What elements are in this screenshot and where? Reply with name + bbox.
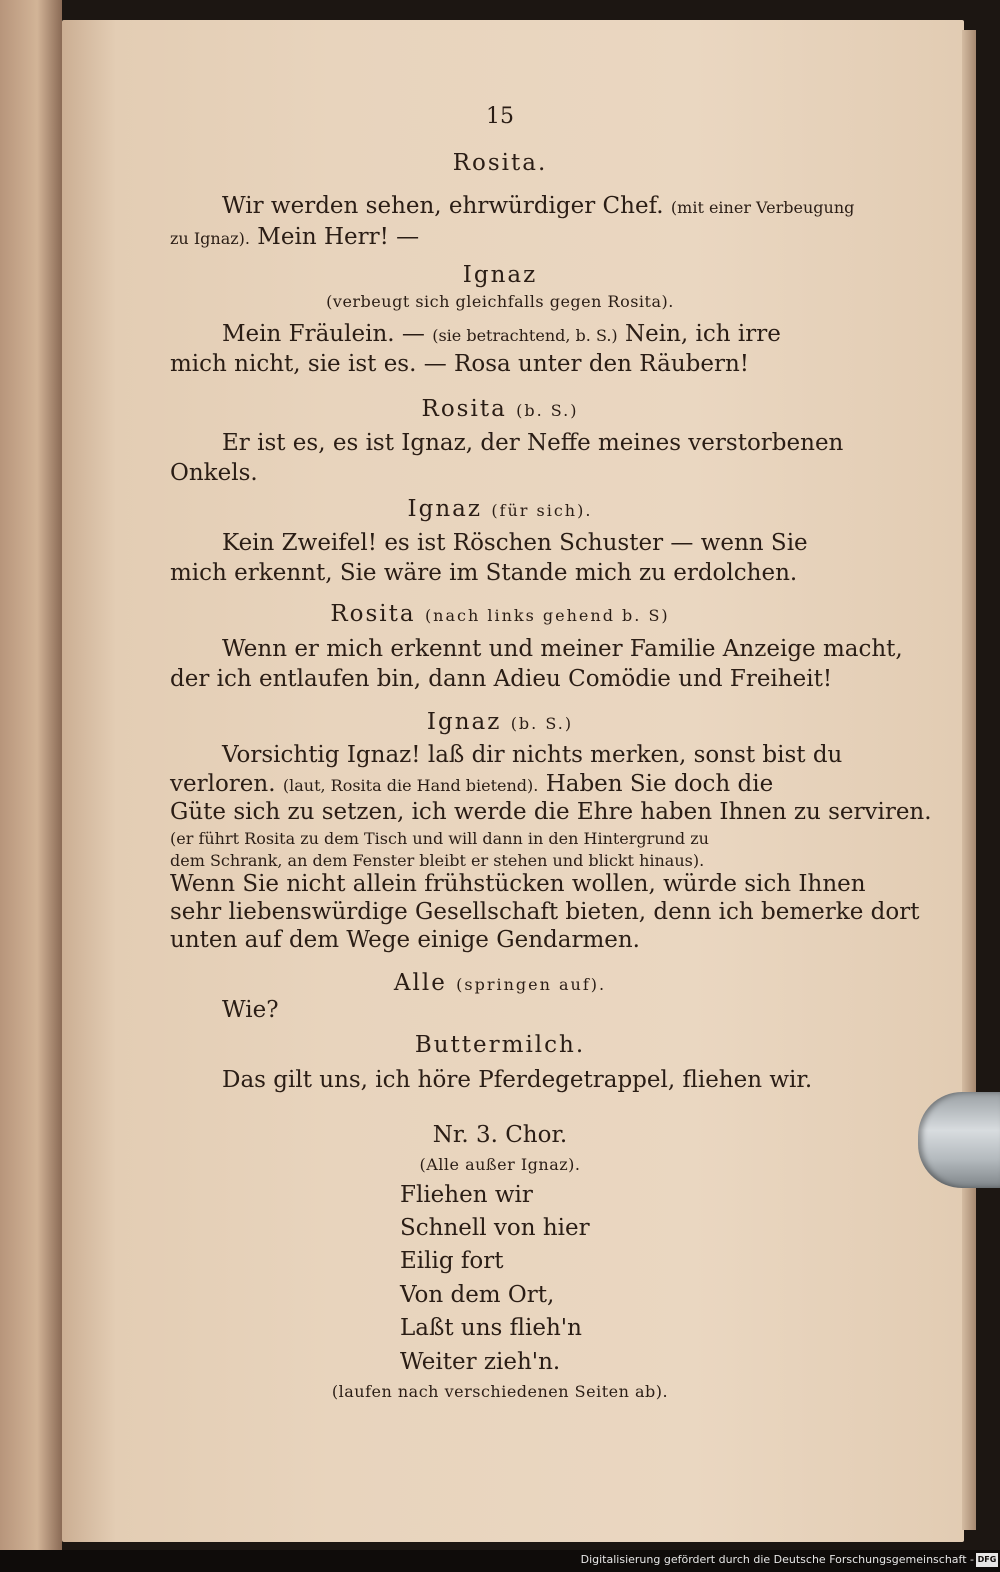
speaker-name: Rosita [330, 601, 416, 627]
chorus-line: Eilig fort [400, 1248, 504, 1274]
stage-direction: (laufen nach verschiedenen Seiten ab). [331, 1382, 669, 1401]
dialogue-text: Mein Fräulein. — [222, 321, 425, 347]
speaker-name: Ignaz [426, 709, 502, 735]
stage-direction: (b. S.) [516, 401, 579, 420]
chorus-line: Laßt uns flieh'n [400, 1315, 582, 1341]
stage-direction: (er führt Rosita zu dem Tisch und will dann in den Hintergrund zu [170, 829, 709, 848]
dialogue-line: Wenn Sie nicht allein frühstücken wollen, würde sich Ihnen [170, 871, 866, 897]
dialogue-line: mich nicht, sie ist es. — Rosa unter den Räubern! [170, 351, 750, 377]
left-page-edge [0, 0, 62, 1572]
stage-direction: (verbeugt sich gleichfalls gegen Rosita). [326, 292, 674, 311]
speaker-heading: Buttermilch. [414, 1032, 586, 1058]
chorus-line: Schnell von hier [400, 1215, 590, 1241]
dialogue-text: Nein, ich irre [624, 321, 781, 347]
dialogue-line: Vorsichtig Ignaz! laß dir nichts merken, sonst bist du [222, 742, 843, 768]
chorus-line: Weiter zieh'n. [400, 1349, 561, 1375]
dialogue-text: Mein Herr! — [257, 224, 420, 250]
chorus-line: Von dem Ort, [400, 1282, 555, 1308]
stage-direction: dem Schrank, an dem Fenster bleibt er stehen und blickt hinaus). [170, 851, 705, 870]
dialogue-line [170, 224, 419, 250]
dialogue-line: mich erkennt, Sie wäre im Stande mich zu erdolchen. [170, 560, 798, 586]
dialogue-line [222, 193, 854, 219]
stage-direction: (laut, Rosita die Hand bietend). [282, 776, 539, 795]
speaker-name: Rosita [421, 396, 507, 422]
speaker-heading [0, 970, 1000, 996]
chorus-title: Nr. 3. Chor. [432, 1122, 568, 1148]
dialogue-line: Güte sich zu setzen, ich werde die Ehre haben Ihnen zu serviren. [170, 799, 932, 825]
chorus-subtitle: (Alle außer Ignaz). [419, 1155, 581, 1174]
stage-direction: (mit einer Verbeugung [670, 198, 855, 217]
speaker-heading: Rosita. [452, 150, 548, 176]
speaker-heading [0, 709, 1000, 735]
stage-direction: (nach links gehend b. S) [424, 606, 670, 625]
footer-credit: Digitalisierung gefördert durch die Deutsche Forschungsgemeinschaft - [580, 1553, 974, 1566]
speaker-name: Alle [393, 970, 447, 996]
dialogue-text: verloren. [170, 771, 276, 797]
stage-direction: (sie betrachtend, b. S.) [432, 326, 618, 345]
chorus-line: Fliehen wir [400, 1182, 533, 1208]
stage-direction: (b. S.) [510, 714, 574, 733]
dialogue-line: sehr liebenswürdige Gesellschaft bieten, denn ich bemerke dort [170, 899, 920, 925]
page-number: 15 [486, 104, 514, 129]
dialogue-line: Er ist es, es ist Ignaz, der Neffe meines verstorbenen [222, 430, 844, 456]
page-right-edge [962, 30, 976, 1530]
dialogue-line: Wenn er mich erkennt und meiner Familie Anzeige macht, [222, 636, 903, 662]
dialogue-text: Haben Sie doch die [545, 771, 774, 797]
speaker-heading [0, 601, 1000, 627]
dfg-logo: DFG [976, 1553, 998, 1567]
stage-direction: zu Ignaz). [170, 229, 250, 248]
dialogue-line: unten auf dem Wege einige Gendarmen. [170, 927, 640, 953]
dialogue-line: Das gilt uns, ich höre Pferdegetrappel, fliehen wir. [222, 1067, 813, 1093]
speaker-heading [0, 396, 1000, 422]
dialogue-line [170, 771, 773, 797]
speaker-heading [0, 496, 1000, 522]
dialogue-line: Onkels. [170, 460, 258, 486]
dialogue-line [222, 321, 781, 347]
stage-direction: (springen auf). [456, 975, 607, 994]
speaker-name: Ignaz [407, 496, 482, 522]
dialogue-line: der ich entlaufen bin, dann Adieu Comödie und Freiheit! [170, 666, 833, 692]
dialogue-line: Wie? [222, 997, 279, 1023]
dialogue-line: Kein Zweifel! es ist Röschen Schuster — wenn Sie [222, 530, 808, 556]
dialogue-text: Wir werden sehen, ehrwürdiger Chef. [222, 193, 664, 219]
speaker-heading: Ignaz [462, 262, 538, 288]
stage-direction: (für sich). [491, 501, 593, 520]
